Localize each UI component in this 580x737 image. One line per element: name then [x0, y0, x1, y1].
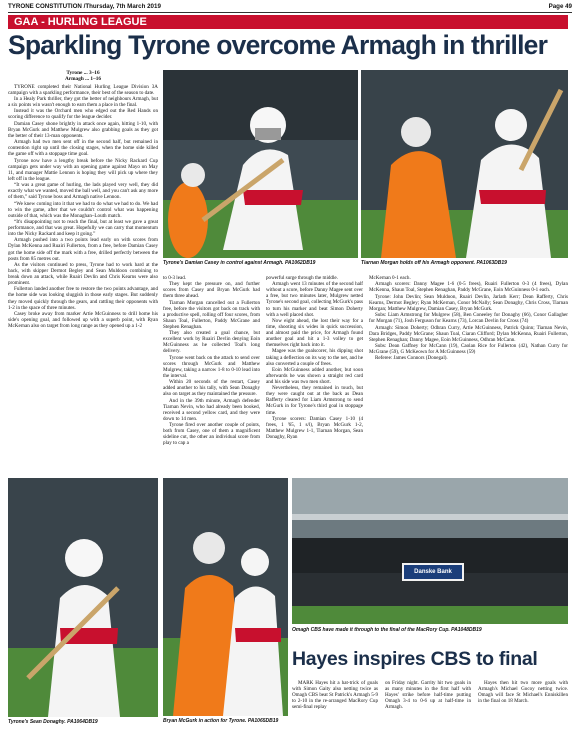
story-paragraph: Damian Casey shone brightly in attack once again, hitting 1-10, with Bryan McGurk and Matthew Mulgrew also grabbing goals as they got the better of their 13-man opponents.: [8, 120, 158, 139]
photo-bryan-mcgurk: [163, 478, 288, 716]
paper-name: TYRONE CONSTITUTION /Thursday, 7th March 2019: [8, 3, 161, 10]
story-column-4: [369, 275, 568, 475]
caption-mcgurk: Bryan McGurk in action for Tyrone. PA1065DB19: [163, 718, 279, 724]
story-paragraph: Eoin McGuinness added another, but soon afterwards he was shown a straight red card and his side was two men short.: [266, 366, 363, 385]
cbs-column-3: [478, 680, 568, 732]
story-paragraph: Tyrone went back on the attack to send over scores through McGurk and Matthew Mulgrew, taking a narrow 1-8 to 0-10 lead into the interval.: [163, 354, 260, 379]
story-column-1-text: [8, 84, 158, 329]
caption-morgan: Tiarnan Morgan holds off his Armagh opponent. PA1063DB19: [361, 260, 507, 266]
caption-cbs: Omagh CBS have made it through to the final of the MacRory Cup. PA1048DB19: [292, 627, 482, 633]
story-paragraph: They kept the pressure on, and further scores from Casey and Bryan McGurk had them three ahead.: [163, 281, 260, 300]
sponsor-banner: Danske Bank: [414, 569, 452, 575]
story-paragraph: Tyrone: John Devlin; Sean Muldoon, Ruairi Devlin, Jarlath Kerr; Dean Rafferty, Chris Kearns, Dermot Begley; Ryan McKernan, Conor McNally; Sean Donaghy, Chris Cross, Tiarnan Morgan; Matthew Mulgrew, Damian Casey, Bryan McGurk.: [369, 293, 568, 312]
story-column-2: [163, 275, 260, 475]
story-paragraph: Now eight ahead, the lost their way for a time, shooting six wides in quick succession, and almost paid the price, for Armagh found another goal and hit a 1-3 volley to get themselves right back into it.: [266, 317, 363, 349]
photo-damian-casey: [163, 70, 358, 258]
story-paragraph: Tiarnan Morgan cancelled out a Fullerton free, before the visitors got back on track with a productive spell, rolling off four scores, from Shaun Toal, Fullerton, Paddy McGrane and Stephen Renaghan.: [163, 299, 260, 330]
story-paragraph: Tyrone scorers: Damian Casey 1-10 (4 frees, 1 '65, 1 s/l), Bryan McGurk 1-2, Matthew Mulgrew 1-1, Tiarnan Morgan, Sean Donaghy, Ryan: [266, 415, 363, 440]
story-paragraph: “It was a great game of hurling, the lads played very well, they did exactly what we wanted, moved the ball well, and you can't ask any more of them,” said Tyrone boss and Armagh native Lennon.: [8, 182, 158, 201]
cbs-headline: Hayes inspires CBS to final: [292, 648, 538, 670]
page-number: Page 49: [548, 3, 572, 10]
cbs-paragraph: MARK Hayes hit a hat-trick of goals with Simon Gaity also netting twice as Omagh CBS beat St Patrick's Armagh 5-9 to 2-10 in the re-arranged MacRory Cup semi-final replay: [292, 680, 378, 711]
story-column-3: [266, 275, 363, 475]
story-paragraph: And in the 39th minute, Armagh defender Tiarnan Nevin, who had already been booked, received a second yellow card, and they were down to 14 men.: [163, 397, 260, 422]
story-paragraph: Armagh pushed into a two points lead early on with scores from Dylan McKenna and Ruairi Fullerton, from a free, before Damian Casey got the home side off the mark with a free, drilled perfectly between the posts from 85 metres out.: [8, 237, 158, 262]
cbs-paragraph: Hayes then hit two more goals with Armagh's Michael Gocoy netting twice. Omagh will face St Michael's Enniskillen in the final on 18 March.: [478, 680, 568, 705]
score-armagh: Armagh ... 1–16: [64, 76, 102, 83]
story-paragraph: Nevertheless, they remained in touch, but they were caught out at the back as Dean Rafferty cleared for Liam Armstrong to send McGurk in for Tyrone's third goal in stoppage time.: [266, 385, 363, 416]
story-paragraph: Armagh had two men sent off in the second half, but remained in contention right up until the closing stages, when the home side killed the game off with a stoppage time goal.: [8, 139, 158, 158]
caption-donaghy: Tyrone's Sean Donaghy. PA1064DB19: [8, 719, 98, 725]
story-paragraph: Armagh: Simon Doherty; Odhran Curry, Artie McGuinness, Patrick Quinn; Tiarnan Nevin, Dara Bridges, Paddy McGrane; Shaun Toal, Ciaran Clifford; Dylan McKenna, Ruairi Fullerton, Stephen Renaghan; Danny Magee, Eoin McGuinness, Odhran McCann.: [369, 324, 568, 343]
cbs-column-2: [385, 680, 471, 732]
section-label: GAA - HURLING LEAGUE: [8, 15, 568, 29]
story-paragraph: to 0-3 lead.: [163, 275, 187, 281]
cbs-column-1: [292, 680, 378, 732]
story-paragraph: McKernan 0-1 each.: [369, 275, 411, 281]
story-paragraph: Magee was the goalscorer, his dipping shot taking a deflection on its way to the net, and he also converted a couple of frees.: [266, 348, 363, 367]
score-tyrone: Tyrone ... 3–16: [66, 70, 100, 76]
story-paragraph: They also created a goal chance, but excellent work by Ruairi Devlin denying Eoin McGuinness as he collected Toal's long delivery.: [163, 330, 260, 355]
caption-casey: Tyrone's Damian Casey in control against Armagh. PA1062DB19: [163, 260, 316, 266]
story-paragraph: Subs: Dean Gaffney for McCann (19), Caolan Rice for Fullerton (42), Nathan Curry for McGrane (59), G McKeown for A McGuinness (59): [369, 343, 568, 356]
story-paragraph: Casey broke away from marker Artie McGuinness to drill home his side's opening goal, and followed up with a superb point, with Ryan McKernan also on target from long range as they opened up a 1-2: [8, 310, 158, 329]
photo-tiarnan-morgan: [361, 70, 568, 258]
story-paragraph: “We knew coming into it that we had to do what we had to do. We had to win the game, after that we couldn't control what was happening outside of that, which was the Monaghan–Louth match.: [8, 200, 158, 219]
story-column-1: [8, 70, 158, 458]
story-paragraph: In a Healy Park thriller, they got the better of neighbours Armagh, but a six points win wasn't enough to earn them a place in the final.: [8, 95, 158, 109]
story-paragraph: Subs: Liam Armstrong for Mulgrew (58), Ben Coneeley for Donaghy (66), Conor Gallagher for Morgan (71), Josh Ferguson for Kearns (73), Lorcan Devlin for Cross (74): [369, 312, 568, 325]
story-paragraph: Tyrone now have a lengthy break before the Nicky Rackard Cup campaign gets under way with an opening game against Mayo on May 11, and manager Mattie Lennon is hoping they will pick up where they left off in the league.: [8, 157, 158, 182]
story-paragraph: Within 20 seconds of the restart, Casey added another to his tally, with Sean Donaghy also on target as they maintained the pressure.: [163, 379, 260, 398]
story-paragraph: Armagh went 13 minutes of the second half without a score, before Danny Magee sent over a free, but two minutes later, Mulgrew netted Tyrone's second goal, collecting McGurk's pass to turn his marker and beat Simon Doherty with a well placed shot.: [266, 281, 363, 318]
story-paragraph: Referee: James Connors (Donegal).: [375, 355, 448, 362]
story-paragraph: As the visitors continued to press, Tyrone had to work hard at the back, with skipper Dermot Begley and Sean Muldoon combining to break down an attack, while Ruairi Devlin and Chris Kearns were also prominent.: [8, 261, 158, 287]
story-paragraph: “It's disappointing not to reach the final, but at least we gave a great performance, and that was great. Hopefully we can carry that momentum into the Nicky Rackard and keep it going.”: [8, 219, 158, 238]
photo-omagh-cbs-team: [292, 478, 568, 624]
story-paragraph: Fullerton landed another free to restore the two points advantage, and the home side was looking sluggish in those early stages. But suddenly they moved quickly through the gears, and rattling their opponents with 1-2 in the space of three minutes.: [8, 286, 158, 311]
cbs-paragraph: on Friday night. Garrity hit two goals in as many minutes in the first half with Hayes' strike before half-time putting Omagh 3-4 to 0-6 up at half-time in Armagh.: [385, 680, 471, 711]
story-paragraph: Armagh scorers: Danny Magee 1-6 (0-5 frees), Ruairi Fullerton 0-3 (4 frees), Dylan McKenna, Shaun Toal, Stephen Renaghan, Paddy McGrane, Eoin McGuinness 0-1 each.: [369, 281, 568, 294]
story-paragraph: TYRONE completed their National Hurling League Division 3A campaign with a sparkling performance, their best of the season to date.: [8, 83, 158, 96]
story-paragraph: Instead it was the Orchard men who edged out the Red Hands on scoring difference to qualify for the league decider.: [8, 108, 158, 121]
masthead: [8, 3, 572, 13]
photo-sean-donaghy: [8, 478, 158, 717]
story-paragraph: Tyrone fired over another couple of points, both from Casey, one of them a magnificent sideline cut, the other an individual score from play to cap a: [163, 422, 260, 447]
page-headline: Sparkling Tyrone overcome Armagh in thriller: [8, 30, 548, 60]
story-paragraph: powerful surge through the middle.: [266, 275, 338, 281]
